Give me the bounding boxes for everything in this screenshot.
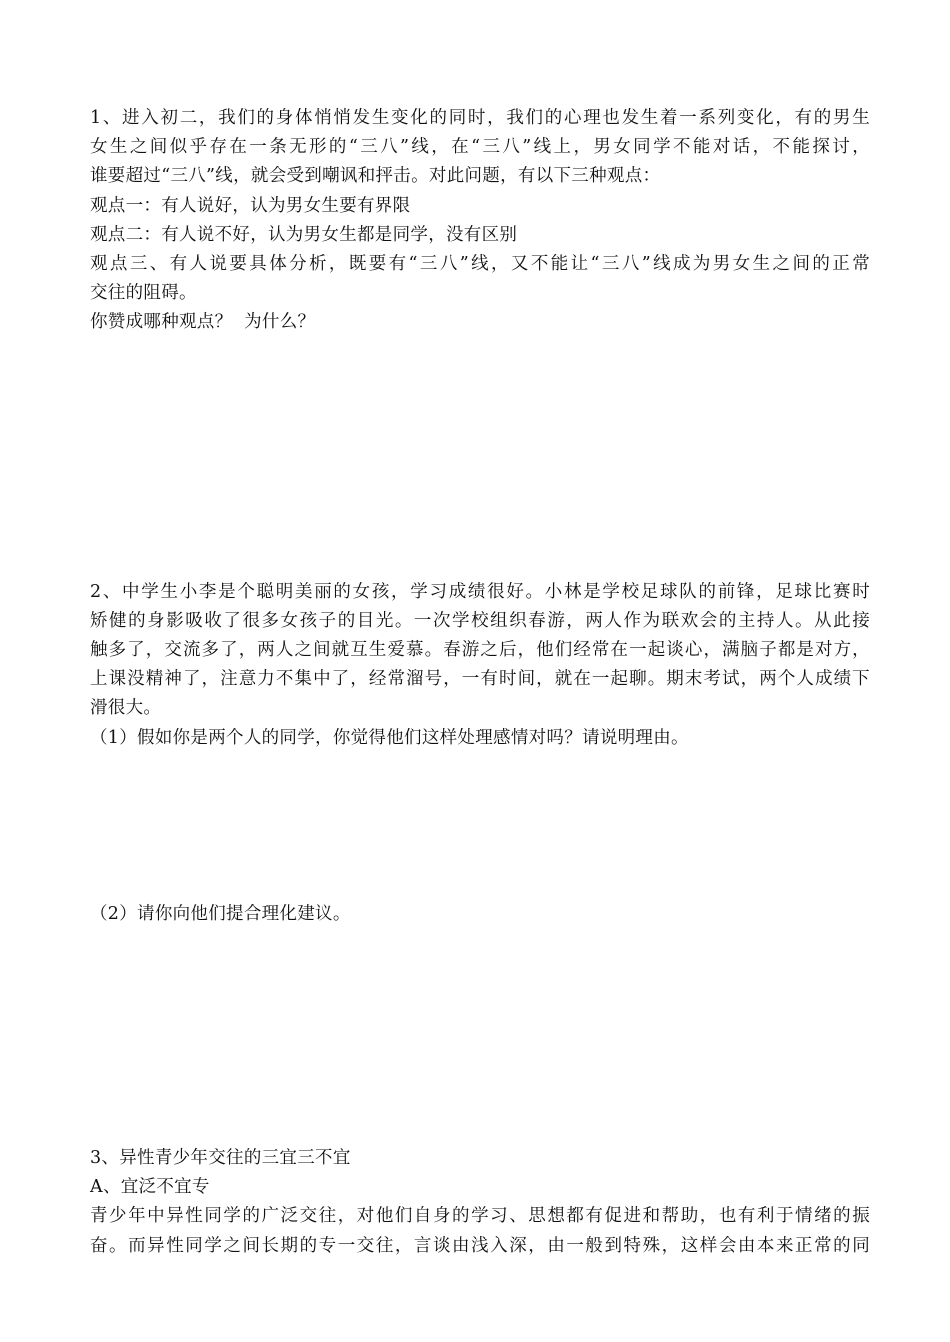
q1-view-3-line-1: 观点三、有人说要具体分析，既要有“三八”线，又不能让“三八”线成为男女生之间的正常 — [90, 254, 870, 275]
q3-title: 3、异性青少年交往的三宜三不宜 — [90, 1148, 351, 1169]
answer-space-q1 — [90, 338, 870, 578]
q1-view-1: 观点一：有人说好，认为男女生要有界限 — [90, 195, 411, 216]
q3-item-a: A、宜泛不宜专 — [90, 1177, 210, 1198]
q2-line-2: 矫健的身影吸收了很多女孩子的目光。一次学校组织春游，两人作为联欢会的主持人。从此接 — [90, 610, 870, 631]
q2-sub-question-1: （1）假如你是两个人的同学，你觉得他们这样处理感情对吗？请说明理由。 — [90, 727, 689, 748]
q2-sub-question-2: （2）请你向他们提合理化建议。 — [90, 903, 351, 924]
question-2 — [90, 578, 870, 753]
q1-line-2: 女生之间似乎存在一条无形的“三八”线，在“三八”线上，男女同学不能对话，不能探讨， — [90, 137, 870, 158]
document-page — [90, 104, 870, 1261]
q1-line-1: 1、进入初二，我们的身体悄悄发生变化的同时，我们的心理也发生着一系列变化，有的男生 — [90, 108, 870, 128]
q2-line-4: 上课没精神了，注意力不集中了，经常溜号，一有时间，就在一起聊。期末考试，两个人成绩下 — [90, 669, 870, 690]
q1-view-2: 观点二：有人说不好，认为男女生都是同学，没有区别 — [90, 224, 518, 245]
q2-line-5: 滑很大。 — [90, 698, 162, 719]
answer-space-q2-1 — [90, 753, 870, 900]
q3-line-1: 青少年中异性同学的广泛交往，对他们自身的学习、思想都有促进和帮助，也有利于情绪的振 — [90, 1206, 870, 1227]
answer-space-q2-2 — [90, 929, 870, 1144]
q2-line-1: 2、中学生小李是个聪明美丽的女孩，学习成绩很好。小林是学校足球队的前锋，足球比赛时 — [90, 581, 870, 602]
q1-view-3-line-2: 交往的阻碍。 — [90, 283, 197, 304]
q3-line-2: 奋。而异性同学之间长期的专一交往，言谈由浅入深，由一般到特殊，这样会由本来正常的同 — [90, 1235, 870, 1256]
q1-line-3: 谁要超过“三八”线，就会受到嘲讽和抨击。对此问题，有以下三种观点： — [90, 166, 661, 187]
q2-line-3: 触多了，交流多了，两人之间就互生爱慕。春游之后，他们经常在一起谈心，满脑子都是对方， — [90, 640, 870, 661]
q1-question: 你赞成哪种观点？ 为什么？ — [90, 312, 316, 333]
question-1 — [90, 104, 870, 338]
question-3 — [90, 1144, 870, 1261]
